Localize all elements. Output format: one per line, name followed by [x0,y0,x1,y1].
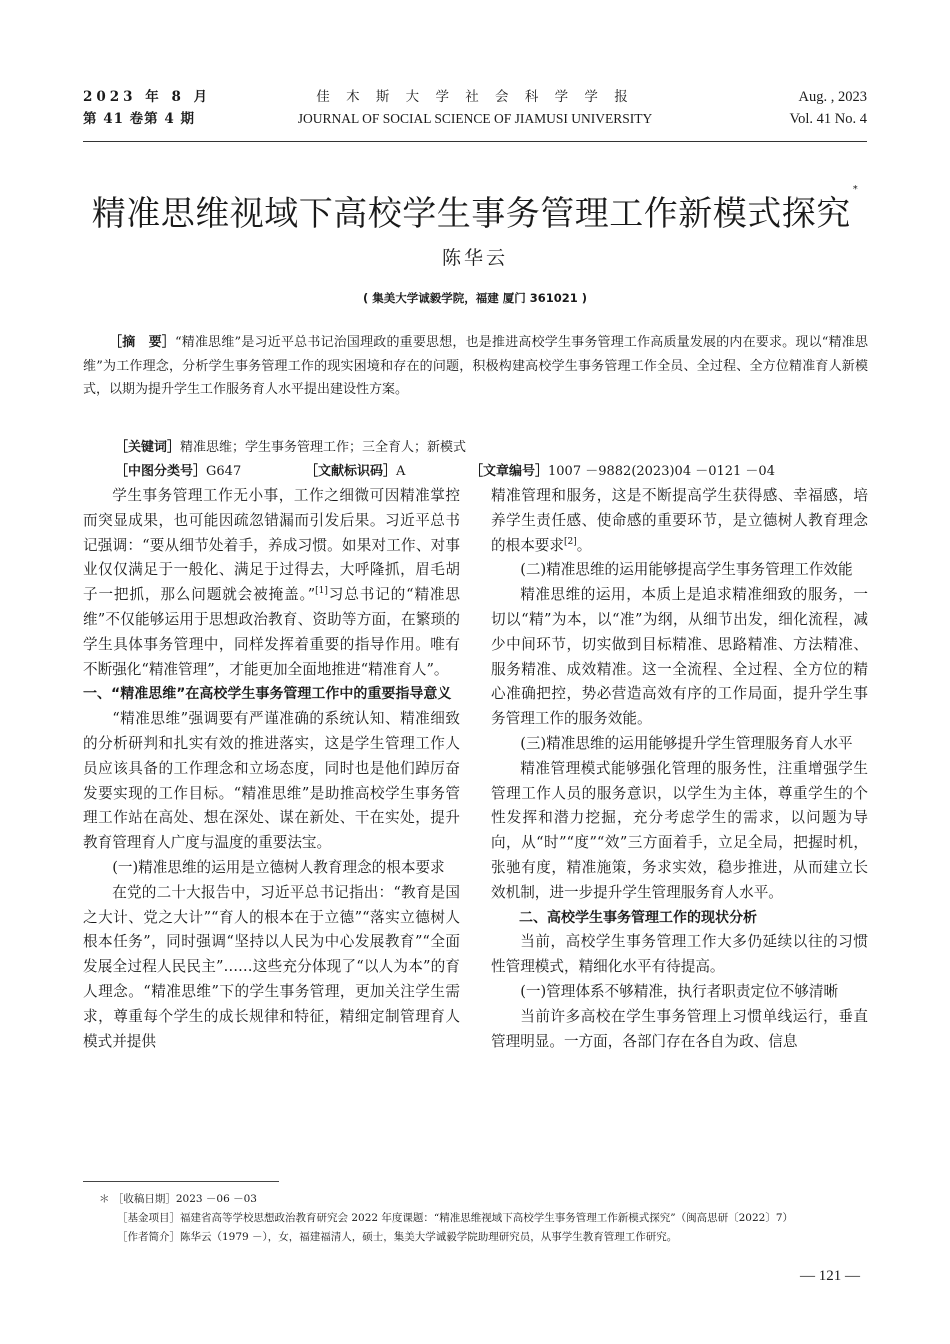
author-affiliation: ( 集美大学诚毅学院，福建 厦门 361021 ) [362,291,588,305]
paragraph: 在党的二十大报告中，习近平总书记指出：“教育是国之大计、党之大计”“育人的根本在于立德”“落实立德树人根本任务”，同时强调“坚持以人民为中心发展教育”“全面发展全过程人民民主”……这些充分体现了“以人为本”的育人理念。“精准思维”下的学生事务管理，更加关注学生需求，尊重每个学生的成长规律和特征，精细定制管理育人模式并提供 [83,883,460,1050]
subsection-heading: (一)精准思维的运用是立德树人教育理念的根本要求 [112,858,445,876]
article-title [0,186,950,235]
subsection-heading: (二)精准思维的运用能够提高学生事务管理工作效能 [520,561,853,579]
footnote-received [99,1190,899,1209]
abstract-label: ［摘 要］ [109,335,175,350]
paragraph [491,484,868,558]
abstract [83,331,868,402]
article-no-label: ［文章编号］ [470,464,549,479]
issue-volume-en: Vol. 41 No. 4 [789,111,867,127]
received-date: ［收稿日期］2023 －06 －03 [112,1193,257,1205]
page-number: — 121 — [800,1268,860,1284]
footnotes [99,1190,899,1247]
body-column-right [491,484,868,1054]
article-title-text: 精准思维视域下高校学生事务管理工作新模式探究 [91,194,851,234]
doc-code-field [305,460,405,484]
paragraph [83,484,460,682]
section-heading: 一、“精准思维”在高校学生事务管理工作中的重要指导意义 [83,686,452,703]
paragraph-text: 。 [576,536,592,554]
paragraph: “精准思维”强调要有严谨准确的系统认知、精准细致的分析研判和扎实有效的推进落实，这是学生管理工作人员应该具备的工作理念和立场态度，同时也是他们踔厉奋发要实现的工作目标。“精准思维”是助推高校学生事务管理工作站在高处、想在深处、谋在新处、干在实处，提升教育管理育人广度与温度的重要法宝。 [83,710,460,852]
article-no-value: 1007 －9882(2023)04 －0121 －04 [548,464,775,479]
clc-field [115,460,241,484]
doc-code-value: A [396,464,406,479]
subsection-heading: (三)精准思维的运用能够提升学生管理服务育人水平 [520,734,853,752]
issue-date-cn: 2023 年 8 月 [83,89,212,105]
footnote-divider [83,1181,279,1182]
issue-date-en: Aug. , 2023 [798,89,867,105]
paragraph: 当前，高校学生事务管理工作大多仍延续以往的习惯性管理模式，精细化水平有待提高。 [491,933,868,976]
paragraph: 精准思维的运用，本质上是追求精准细致的服务，一切以“精”为本，以“准”为纲，从细节出发，细化流程，减少中间环节，切实做到目标精准、思路精准、方法精准、服务精准、成效精准。这一全流程、全过程、全方位的精心准确把控，势必营造高效有序的工作局面，提升学生事务管理工作的服务效能。 [491,586,868,728]
footnote-mark: ＊ [99,1193,110,1205]
journal-name-en: JOURNAL OF SOCIAL SCIENCE OF JIAMUSI UNIVERSITY [297,111,653,126]
keywords-label: ［关键词］ [115,440,181,455]
body-column-left [83,484,460,1054]
footnote-bio: ［作者简介］陈华云（1979 －），女，福建福清人，硕士，集美大学诚毅学院助理研究员，从事学生教育管理工作研究。 [117,1231,678,1243]
footnote-fund: ［基金项目］福建省高等学校思想政治教育研究会 2022 年度课题：“精准思维视域下高校学生事务管理工作新模式探究”（闽高思研〔2022〕7） [117,1212,794,1224]
doc-code-label: ［文献标识码］ [305,464,397,479]
keywords-line [115,436,466,460]
paragraph-text: 习总书记的“精准思维”不仅能够运用于思想政治教育、资助等方面，在繁琐的学生具体事务管理中，同样发挥着重要的指导作用。唯有不断强化“精准管理”，才能更加全面地推进“精准育人”。 [83,586,460,678]
article-no-field [470,460,775,484]
journal-name-cn: 佳 木 斯 大 学 社 会 科 学 学 报 [316,89,634,105]
article-author: 陈华云 [441,247,508,269]
keywords-text: 精准思维；学生事务管理工作；三全育人；新模式 [180,440,467,455]
citation-ref: [2] [563,536,577,547]
abstract-text: “精准思维”是习近平总书记治国理政的重要思想，也是推进高校学生事务管理工作高质量发展的内在要求。现以“精准思维”为工作理念，分析学生事务管理工作的现实困境和存在的问题，积极构建高校学生事务管理工作全员、全过程、全方位精准育人新模式，以期为提升学生工作服务育人水平提出建设性方案。 [83,335,868,398]
header-right [790,86,867,130]
clc-value: G647 [206,464,242,479]
issue-volume-cn: 第 41 卷第 4 期 [83,111,195,127]
subsection-heading: (一)管理体系不够精准，执行者职责定位不够清晰 [520,982,839,1000]
header-divider [83,141,867,142]
citation-ref: [1] [315,586,328,597]
paragraph: 精准管理模式能够强化管理的服务性，注重增强学生管理工作人员的服务意识，以学生为主体，尊重学生的个性发挥和潜力挖掘，充分考虑学生的需求，以问题为导向，从“时”“度”“效”三方面着手，立足全局，把握时机，张驰有度，精准施策，务求实效，稳步推进，从而建立长效机制，进一步提升学生管理服务育人水平。 [491,759,868,901]
clc-label: ［中图分类号］ [115,464,207,479]
paragraph-text: 学生事务管理工作无小事，工作之细微可因精准掌控而突显成果，也可能因疏忽错漏而引发后果。习近平总书记强调：“要从细节处着手，养成习惯。如果对工作、对事业仅仅满足于一般化、满足于过得去，大呼隆抓，眉毛胡子一把抓，那么问题就会被掩盖。” [83,487,460,604]
paragraph: 当前许多高校在学生事务管理上习惯单线运行，垂直管理明显。一方面，各部门存在各自为政、信息 [491,1007,868,1050]
section-heading: 二、高校学生事务管理工作的现状分析 [519,909,757,926]
title-footnote-mark: * [852,184,859,195]
paragraph-text: 精准管理和服务，这是不断提高学生获得感、幸福感，培养学生责任感、使命感的重要环节，是立德树人教育理念的根本要求 [491,487,868,554]
